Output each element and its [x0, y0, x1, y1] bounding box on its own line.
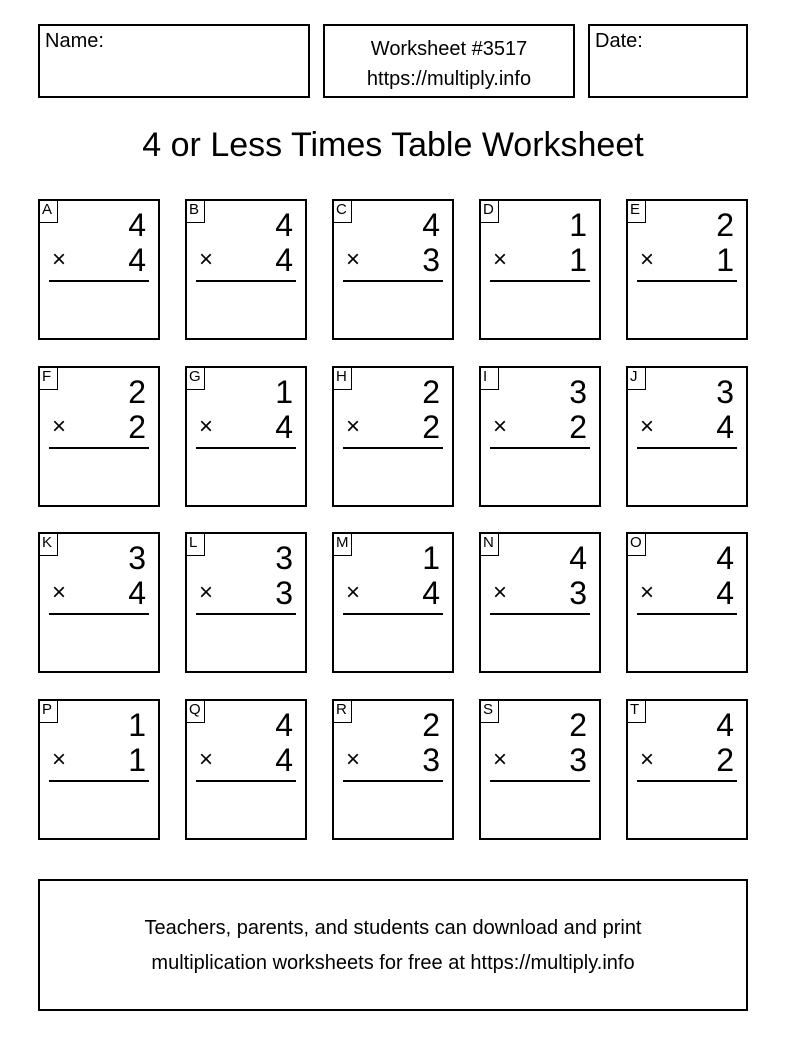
problem-card[interactable]: [626, 366, 748, 507]
answer-line: [490, 780, 590, 782]
problem-letter: O: [626, 532, 646, 556]
multiplier: 4: [128, 575, 146, 611]
problem-card[interactable]: [185, 699, 307, 840]
multiplier: 3: [569, 575, 587, 611]
multiplicand: 4: [569, 540, 587, 576]
answer-line: [343, 447, 443, 449]
multiplicand: 4: [716, 540, 734, 576]
multiplicand: 2: [569, 707, 587, 743]
multiplier: 1: [569, 242, 587, 278]
multiplicand: 3: [716, 374, 734, 410]
times-icon: ×: [199, 746, 214, 773]
multiplicand: 3: [128, 540, 146, 576]
problem-letter: K: [38, 532, 58, 556]
problem-letter: I: [479, 366, 499, 390]
answer-line: [637, 613, 737, 615]
times-icon: ×: [52, 246, 67, 273]
footer-text-line-2: multiplication worksheets for free at https://multiply.info: [151, 952, 635, 974]
problem-letter: A: [38, 199, 58, 223]
multiplier: 4: [275, 742, 293, 778]
problem-card[interactable]: [332, 699, 454, 840]
times-icon: ×: [346, 413, 361, 440]
multiplier: 3: [422, 742, 440, 778]
times-icon: ×: [52, 579, 67, 606]
answer-line: [49, 613, 149, 615]
multiplier: 2: [569, 409, 587, 445]
multiplicand: 2: [716, 207, 734, 243]
multiplier: 4: [275, 409, 293, 445]
answer-line: [196, 780, 296, 782]
problem-card[interactable]: [626, 199, 748, 340]
times-icon: ×: [493, 579, 508, 606]
multiplicand: 4: [275, 707, 293, 743]
problem-letter: H: [332, 366, 352, 390]
answer-line: [343, 280, 443, 282]
multiplicand: 2: [422, 707, 440, 743]
problem-letter: C: [332, 199, 352, 223]
problem-card[interactable]: [332, 366, 454, 507]
times-icon: ×: [199, 579, 214, 606]
multiplicand: 1: [422, 540, 440, 576]
answer-line: [637, 447, 737, 449]
problem-letter: T: [626, 699, 646, 723]
answer-line: [49, 780, 149, 782]
name-label: Name:: [45, 30, 104, 52]
multiplier: 1: [128, 742, 146, 778]
problem-letter: R: [332, 699, 352, 723]
problem-letter: G: [185, 366, 205, 390]
answer-line: [49, 447, 149, 449]
multiplicand: 4: [275, 207, 293, 243]
worksheet-url: https://multiply.info: [366, 68, 532, 90]
times-icon: ×: [493, 413, 508, 440]
date-label: Date:: [595, 30, 643, 52]
problem-card[interactable]: [626, 699, 748, 840]
times-icon: ×: [640, 579, 655, 606]
multiplicand: 2: [128, 374, 146, 410]
multiplicand: 4: [128, 207, 146, 243]
problem-card[interactable]: [479, 532, 601, 673]
answer-line: [196, 447, 296, 449]
multiplicand: 1: [569, 207, 587, 243]
times-icon: ×: [493, 746, 508, 773]
multiplier: 3: [569, 742, 587, 778]
multiplier: 4: [422, 575, 440, 611]
multiplier: 4: [275, 242, 293, 278]
multiplier: 2: [716, 742, 734, 778]
multiplier: 4: [716, 575, 734, 611]
answer-line: [637, 280, 737, 282]
multiplier: 2: [128, 409, 146, 445]
problem-letter: J: [626, 366, 646, 390]
problem-card[interactable]: [332, 199, 454, 340]
multiplicand: 1: [128, 707, 146, 743]
footer-text-line-1: Teachers, parents, and students can download and print: [144, 917, 642, 939]
problem-card[interactable]: [185, 366, 307, 507]
answer-line: [490, 613, 590, 615]
page-title: 4 or Less Times Table Worksheet: [142, 126, 644, 164]
footer-box: [38, 879, 748, 1011]
answer-line: [490, 280, 590, 282]
problem-letter: M: [332, 532, 352, 556]
problem-card[interactable]: [479, 699, 601, 840]
answer-line: [196, 613, 296, 615]
times-icon: ×: [493, 246, 508, 273]
problem-letter: B: [185, 199, 205, 223]
times-icon: ×: [640, 413, 655, 440]
times-icon: ×: [346, 246, 361, 273]
times-icon: ×: [346, 746, 361, 773]
problem-letter: S: [479, 699, 499, 723]
problem-letter: D: [479, 199, 499, 223]
times-icon: ×: [199, 413, 214, 440]
problem-card[interactable]: [626, 532, 748, 673]
problem-card[interactable]: [479, 366, 601, 507]
multiplicand: 1: [275, 374, 293, 410]
problem-card[interactable]: [38, 199, 160, 340]
multiplicand: 4: [422, 207, 440, 243]
problem-card[interactable]: [185, 199, 307, 340]
problem-card[interactable]: [38, 699, 160, 840]
problem-letter: F: [38, 366, 58, 390]
problem-letter: E: [626, 199, 646, 223]
multiplier: 2: [422, 409, 440, 445]
multiplicand: 2: [422, 374, 440, 410]
worksheet-number: Worksheet #3517: [370, 38, 528, 60]
multiplier: 3: [422, 242, 440, 278]
times-icon: ×: [52, 746, 67, 773]
problem-card[interactable]: [479, 199, 601, 340]
answer-line: [196, 280, 296, 282]
problem-letter: L: [185, 532, 205, 556]
answer-line: [637, 780, 737, 782]
times-icon: ×: [640, 246, 655, 273]
times-icon: ×: [52, 413, 67, 440]
multiplier: 4: [128, 242, 146, 278]
problem-card[interactable]: [332, 532, 454, 673]
times-icon: ×: [346, 579, 361, 606]
problem-card[interactable]: [38, 366, 160, 507]
times-icon: ×: [199, 246, 214, 273]
problem-letter: N: [479, 532, 499, 556]
problem-card[interactable]: [38, 532, 160, 673]
answer-line: [490, 447, 590, 449]
problem-letter: Q: [185, 699, 205, 723]
problem-card[interactable]: [185, 532, 307, 673]
multiplicand: 4: [716, 707, 734, 743]
multiplicand: 3: [569, 374, 587, 410]
answer-line: [343, 613, 443, 615]
answer-line: [49, 280, 149, 282]
multiplier: 4: [716, 409, 734, 445]
multiplier: 3: [275, 575, 293, 611]
problem-letter: P: [38, 699, 58, 723]
answer-line: [343, 780, 443, 782]
times-icon: ×: [640, 746, 655, 773]
multiplicand: 3: [275, 540, 293, 576]
multiplier: 1: [716, 242, 734, 278]
